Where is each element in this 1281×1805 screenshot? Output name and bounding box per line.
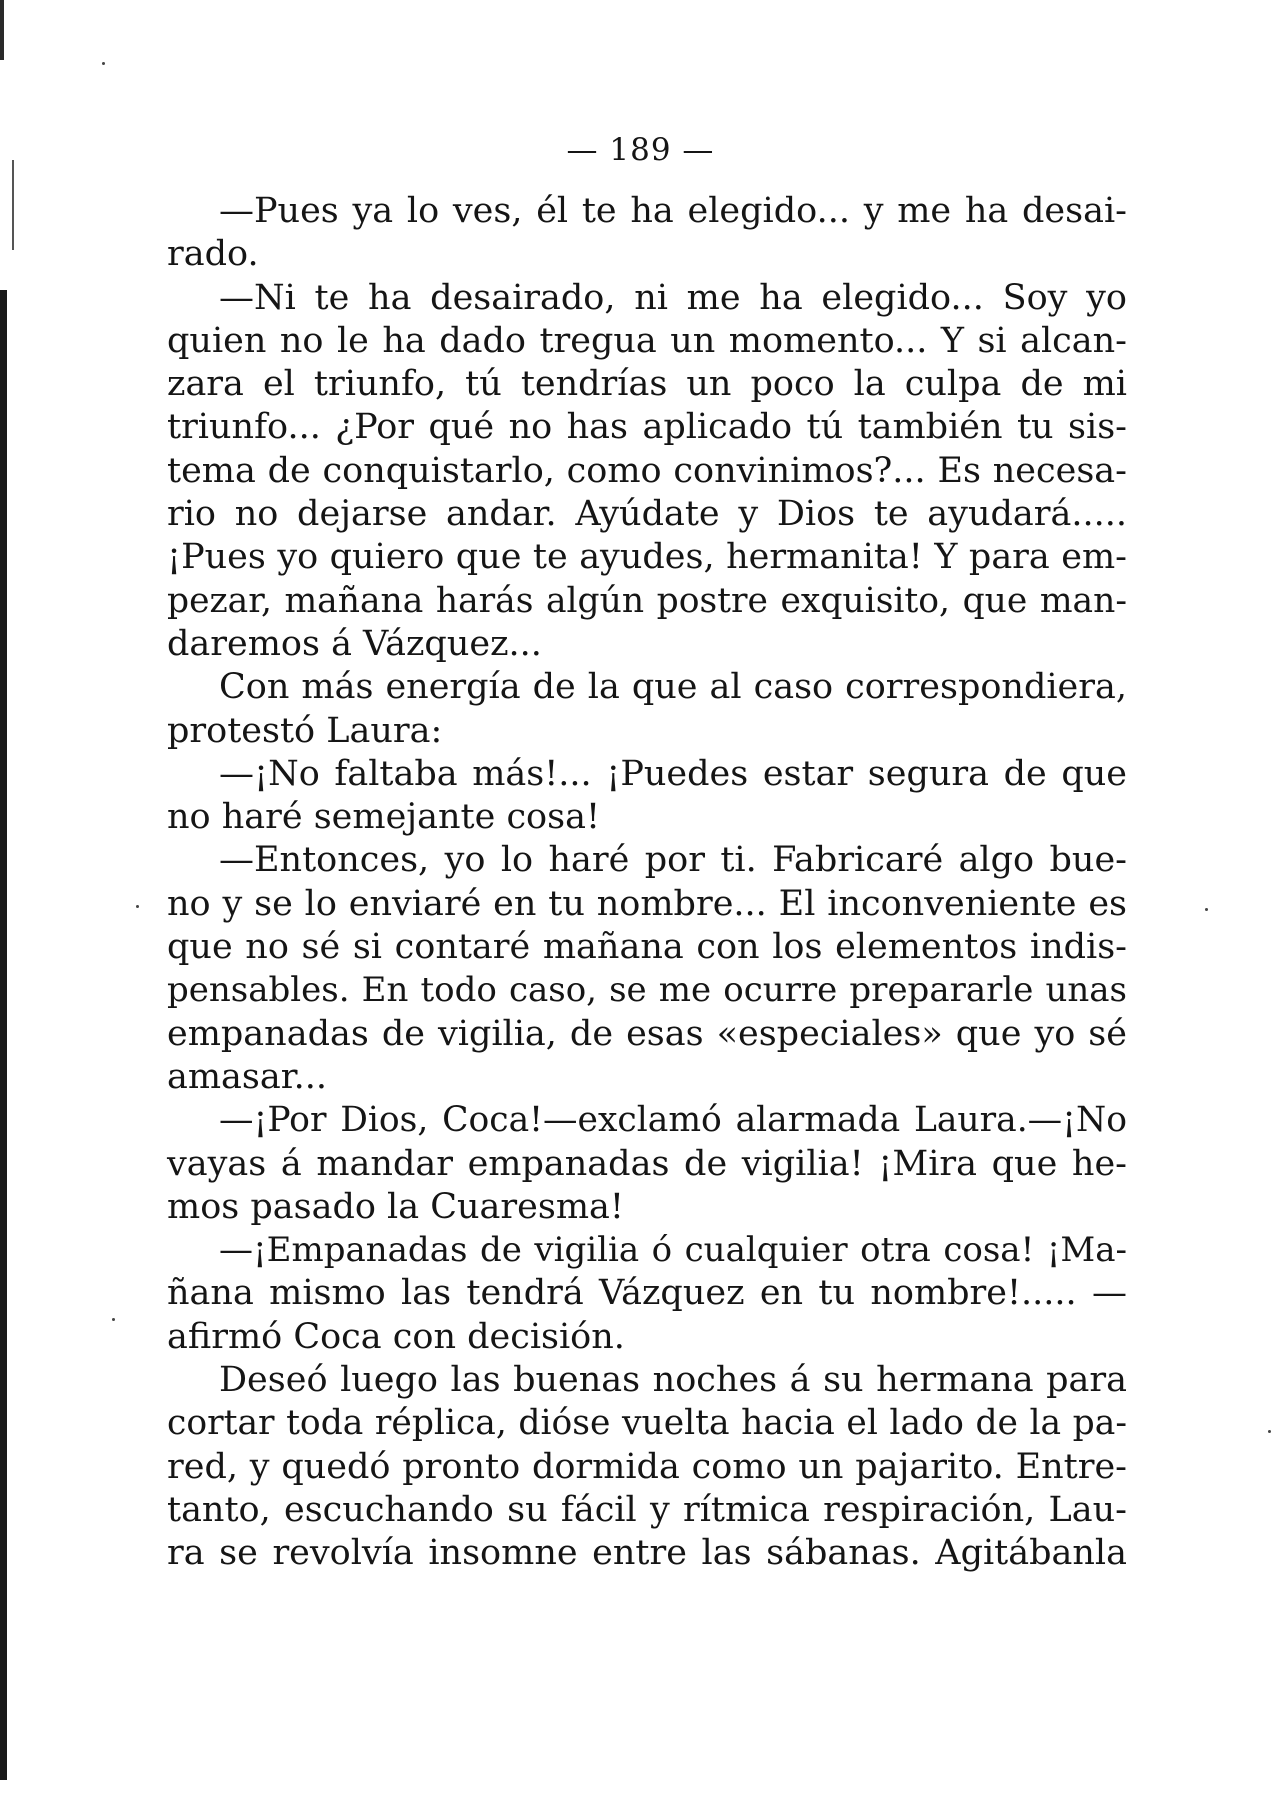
text-line: quien no le ha dado tregua un momento... Y si alcan-: [167, 320, 1127, 361]
text-line: mos pasado la Cuaresma!: [167, 1186, 624, 1227]
body-text: [167, 190, 1127, 1576]
text-line: ñana mismo las tendrá Vázquez en tu nombre!..... —: [167, 1273, 1127, 1314]
text-line: amasar...: [167, 1056, 328, 1097]
text-line: —Entonces, yo lo haré por ti. Fabricaré algo bue-: [219, 840, 1127, 881]
scan-speck: [1268, 1430, 1271, 1433]
text-line: pensables. En todo caso, se me ocurre prepararle unas: [167, 970, 1127, 1011]
scan-speck: [1205, 908, 1208, 911]
text-line: Con más energía de la que al caso correspondiera,: [219, 667, 1127, 708]
scan-speck: [102, 62, 105, 65]
binding-edge-mark: [12, 160, 14, 250]
text-line: zara el triunfo, tú tendrías un poco la culpa de mi: [167, 364, 1127, 405]
text-line: afirmó Coca con decisión.: [167, 1316, 625, 1357]
text-line: no y se lo enviaré en tu nombre... El inconveniente es: [167, 883, 1127, 924]
scan-speck: [112, 1318, 115, 1321]
text-line: —¡Por Dios, Coca!—exclamó alarmada Laura.—¡No: [219, 1100, 1127, 1141]
text-line: protestó Laura:: [167, 710, 443, 751]
text-line: —Ni te ha desairado, ni me ha elegido... Soy yo: [219, 277, 1127, 318]
text-line: pezar, mañana harás algún postre exquisito, que man-: [167, 580, 1127, 621]
text-line: vayas á mandar empanadas de vigilia! ¡Mira que he-: [167, 1143, 1127, 1184]
text-line: rado.: [167, 234, 259, 275]
text-line: tanto, escuchando su fácil y rítmica respiración, Lau-: [167, 1489, 1127, 1530]
binding-edge: [0, 290, 7, 1780]
scan-speck: [136, 905, 139, 908]
text-line: red, y quedó pronto dormida como un pajarito. Entre-: [167, 1446, 1127, 1487]
text-line: —¡Empanadas de vigilia ó cualquier otra cosa! ¡Ma-: [219, 1230, 1127, 1271]
text-line: cortar toda réplica, dióse vuelta hacia el lado de la pa-: [167, 1403, 1127, 1444]
text-line: empanadas de vigilia, de esas «especiales» que yo sé: [167, 1013, 1127, 1054]
text-line: Deseó luego las buenas noches á su hermana para: [219, 1360, 1127, 1401]
text-line: ra se revolvía insomne entre las sábanas. Agitábanla: [167, 1533, 1127, 1574]
text-line: —Pues ya lo ves, él te ha elegido... y me ha desai-: [219, 191, 1127, 231]
text-line: tema de conquistarlo, como convinimos?... Es necesa-: [167, 450, 1127, 491]
page-number: — 189 —: [566, 132, 715, 168]
text-line: no haré semejante cosa!: [167, 797, 601, 838]
text-line: rio no dejarse andar. Ayúdate y Dios te ayudará.....: [167, 494, 1127, 535]
text-line: daremos á Vázquez...: [167, 623, 542, 664]
text-line: ¡Pues yo quiero que te ayudes, hermanita! Y para em-: [167, 537, 1127, 578]
text-line: —¡No faltaba más!... ¡Puedes estar segura de que: [219, 753, 1127, 794]
binding-edge-top: [0, 0, 4, 60]
text-line: triunfo... ¿Por qué no has aplicado tú también tu sis-: [167, 407, 1127, 448]
text-line: que no sé si contaré mañana con los elementos indis-: [167, 927, 1127, 968]
